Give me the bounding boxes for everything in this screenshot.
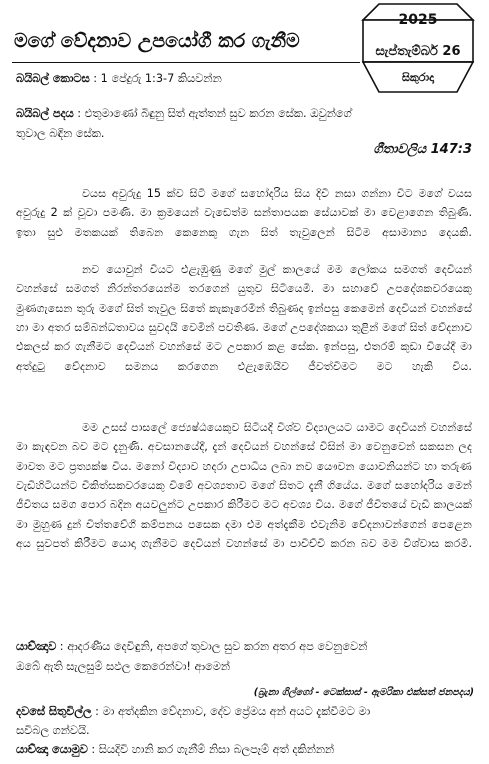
prayer-topic-value: : සියදිවි හානි කර ගැනීම් නිසා බලපෑම් අත් දකින්නන්: [91, 743, 335, 756]
body-paragraph-2: [16, 260, 472, 376]
verse-text-2: තුවාල බඳින සේක.: [16, 127, 105, 140]
paragraph-text: මම උසස් පාසලේ ජ්‍යෙෂ්ඨයෙකුව සිටියදී විශ්ව විද්‍යාලයට යාමට දෙවියන් වහන්සේ මා කැඳවන බව මට දැනුණි. අවසානයේදී, දැන් දෙවියන් වහන්සේ විසින් මා වෙනුවෙන් සකසන ලද මාවත මට ප්‍රත්‍යක්ෂ විය. මනෝ විද්‍යාව හදරා උපාධිය ලබා නව යෞවන යොවනියන්ට හා තරුණ වැඩිහිටියන්ට චිකිත්සකවරයෙකු වීමේ අවශ්‍යතාව මගේ සිතට දැනී ගියේය. මගේ සහෝදරිය මෙන් ජීවිතය සමග පොර බදින අයවලුන්ට උපකාර කිරීමට මට අවශ්‍ය විය. මගේ ජීවිතයේ වැඩි කාලයක් මා මුහුණ දුන් චිත්තවේගී කම්පනය පසෙක දමා එම අත්දැකීම එවැනිම වේදනාවන්ගෙන් පෙළෙන අය සුවපත් කිරීමට යොදා ගැනීමට දෙවියන් වහන්සේ මා පාවිච්චි කරන බව මම විශ්වාස කරමි.: [16, 421, 472, 551]
month-day-label: සැප්තැම්බර් 26: [375, 44, 461, 59]
verse-text-1: : එතුමාණෝ බිඳුනු සිත් ඇත්තන් සුව කරන සේක. ඔවුන්ගේ: [77, 107, 352, 120]
bible-reading-label: බයිබල් කොටස: [16, 72, 90, 85]
prayer-text-2: ඔබේ ඇති සැලසුම් සඵල කෙරෙන්වා! ආමෙන්: [16, 660, 230, 673]
author-signature: (බ්‍රැනා ගිල්ගෝ - ටෙක්සාස් - ඇමරිකා එක්සත් ජනපදය): [253, 687, 474, 698]
daily-thought-text-1: : මා අත්දකින වේදනාව, දේව ප්‍රේමය අන් අයට දැක්වීමට මා: [95, 705, 371, 718]
bible-reading-line: [16, 72, 222, 86]
body-paragraph-1: [16, 184, 472, 242]
paragraph-text: නව යොවුන් වියට එළැඹුණු මගේ මුල් කාලයේ මම ලෝකය සමගත් දෙවියන් වහන්සේ සමගත් නිරන්තරයෙන්ම තරගෙන් යුතුව සිටියෙමි. මා සහාවේ උපදේශකවරයෙකු මුණගැසෙන තුරු මගේ සිත් තැවුල සිතේ කැකෑරෙමින් තිබුණද ඉන්පසු කෙමෙන් දෙවියන් වහන්සේ හා මා අතර සම්බන්ධතාවය සුවදයි වෙමින් පවතිණ. මගේ උපදේශකයා තුළින් මගේ සිත් වේදනාව එකලස් කර ගැනීමට දෙවියන් වහන්සේ මට උපකාර කළ සේක. ඉන්පසු, එතරම් කුඩා වියේදී මා අත්දුටු වේදනාව සමනය කරගෙන එළැඹෙයිව ජීවත්වීමට මට හැකි විය.: [16, 263, 472, 373]
verse-line-1: [16, 107, 352, 121]
prayer-text-1: : ආදරණීය දෙවිඳුනි, අපගේ තුවාල සුව කරන අතර අප වෙනුවෙන්: [59, 640, 368, 653]
verse-label: බයිබල් පදය: [16, 107, 74, 120]
daily-thought-line-1: [16, 705, 370, 719]
weekday-label: සිකුරාදා: [402, 71, 434, 84]
paragraph-text: වයස අවුරුදු 15 ක්ව සිටි මගේ සහෝදරිය සිය දිවි නසා ගන්නා විට මගේ වයස අවුරුදු 2 ක් වූවා පමණි. මා ක්‍රමයෙන් වැඩෙත්ම සන්තාපයක සේයාවක් මා වෙළාගෙන තිබුණි. ඉතා සුළු මතකයක් තිබෙන කෙනෙකු ගැන සිත් තැවුලෙන් සිටීම අසාමාන්‍ය දෙයකි.: [16, 187, 472, 239]
verse-reference: ගීතාවලිය 147:3: [373, 142, 472, 157]
prayer-topic-label: යාච්ඤා යොමුව: [16, 743, 88, 756]
body-paragraph-3: [16, 418, 472, 553]
daily-thought-text-2: සවිබල ගන්වයි.: [16, 724, 90, 737]
prayer-line-1: [16, 640, 367, 654]
bible-reading-value: : 1 පේදුරු 1:3-7 කියවන්න: [93, 72, 222, 85]
daily-thought-label: දවසේ සිතුවිල්ල: [16, 705, 92, 718]
prayer-label: යාච්ඤාව: [16, 640, 57, 653]
date-badge: [361, 0, 475, 96]
year-label: 2025: [398, 12, 438, 28]
title-divider: [12, 62, 360, 63]
prayer-topic-line: [16, 743, 334, 757]
page-title: මගේ වේදනාව උපයෝගී කර ගැනීම: [14, 30, 300, 52]
